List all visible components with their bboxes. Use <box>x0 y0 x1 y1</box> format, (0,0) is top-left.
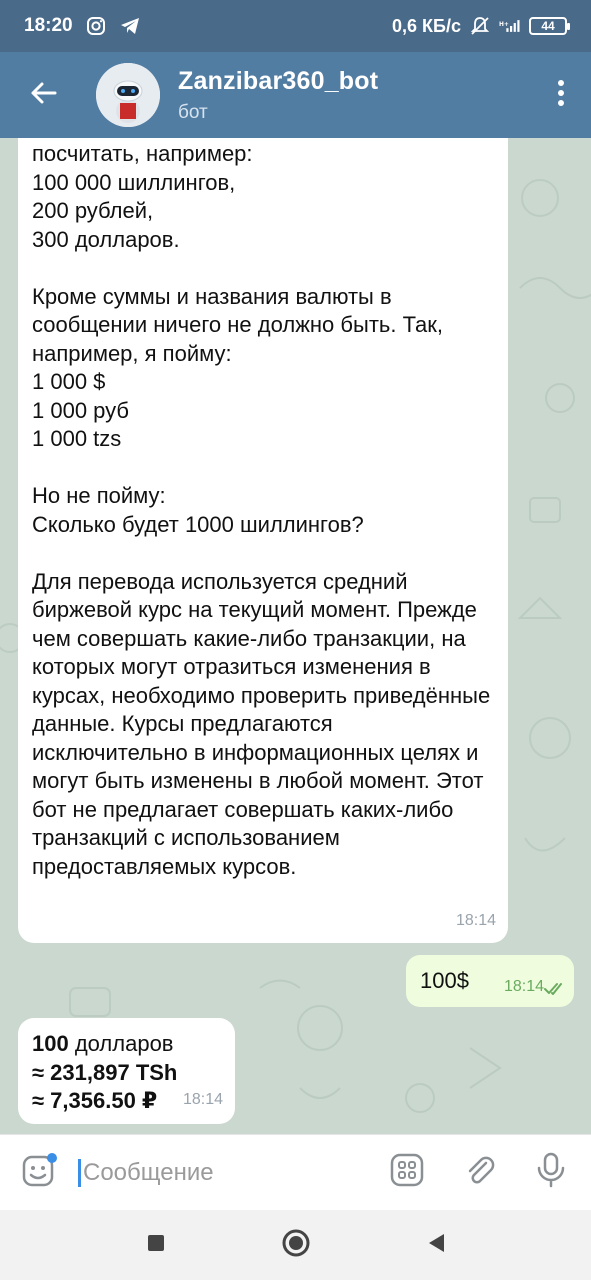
back-nav-icon <box>426 1232 446 1259</box>
attach-icon <box>462 1153 496 1192</box>
bot-commands-button[interactable] <box>387 1153 427 1193</box>
back-nav-button[interactable] <box>416 1225 456 1265</box>
recents-icon <box>146 1233 166 1258</box>
chat-area[interactable] <box>0 138 591 1134</box>
message-bubble-incoming[interactable] <box>18 1018 235 1124</box>
battery-icon: 44 <box>529 17 567 35</box>
message-bubble-outgoing[interactable] <box>406 955 574 1007</box>
telegram-icon <box>119 15 141 37</box>
conversion-line-1: 100 долларов <box>32 1031 174 1056</box>
recents-button[interactable] <box>136 1225 176 1265</box>
conversion-line-2: ≈ 231,897 TSh <box>32 1059 178 1085</box>
more-vert-icon <box>557 79 565 112</box>
chat-title[interactable]: Zanzibar360_bot <box>178 66 379 95</box>
system-nav-bar <box>0 1210 591 1280</box>
message-time: 18:14 <box>182 1090 223 1108</box>
bot-commands-icon <box>390 1153 424 1192</box>
emoji-icon <box>21 1151 59 1194</box>
message-time: 18:14 <box>503 978 544 995</box>
message-composer <box>0 1134 591 1210</box>
instagram-icon <box>85 15 107 37</box>
mute-icon <box>469 15 491 37</box>
message-bubble-incoming[interactable] <box>18 138 508 943</box>
mic-icon <box>536 1152 566 1193</box>
home-button[interactable] <box>276 1225 316 1265</box>
svg-text:H+: H+ <box>499 22 509 28</box>
message-input[interactable] <box>78 1159 368 1187</box>
mic-button[interactable] <box>531 1153 571 1193</box>
message-time: 18:14 <box>455 911 496 929</box>
status-time: 18:20 <box>24 15 73 36</box>
conversion-line-3: ≈ 7,356.50 ₽ <box>32 1088 158 1113</box>
signal-icon <box>499 15 521 37</box>
back-button[interactable] <box>0 52 86 138</box>
status-bar <box>0 0 591 52</box>
arrow-left-icon <box>29 81 57 110</box>
home-icon <box>281 1228 311 1263</box>
emoji-button[interactable] <box>20 1153 60 1193</box>
double-check-icon <box>544 975 566 1004</box>
message-text: посчитать, например: 100 000 шиллингов, 200 рублей, 300 долларов. Кроме суммы и названия валюты в сообщении ничего не должно быть. Так, например, я пойму: 1 000 $ 1 000 руб 1 000 tzs Но не пойму: Сколько будет 1000 шиллингов? Для перевода используется средний биржевой курс на текущий момент. Прежде чем совершать какие-либо транзакции, на которых могут отразиться изменения в курсах, необходимо проверить приведённые данные. Курсы предлагаются исключительно в информационных целях и могут быть изменены в любой момент. Этот бот не предлагает совершать каких-либо транзакций с использованием предоставляемых курсов. <box>32 141 491 879</box>
more-menu-button[interactable] <box>531 52 591 138</box>
attach-button[interactable] <box>459 1153 499 1193</box>
message-text: 100$ <box>420 967 469 993</box>
bot-avatar[interactable] <box>96 63 160 127</box>
network-speed: 0,6 КБ/с <box>392 15 461 36</box>
chat-header <box>0 52 591 138</box>
chat-subtitle: бот <box>178 101 208 123</box>
